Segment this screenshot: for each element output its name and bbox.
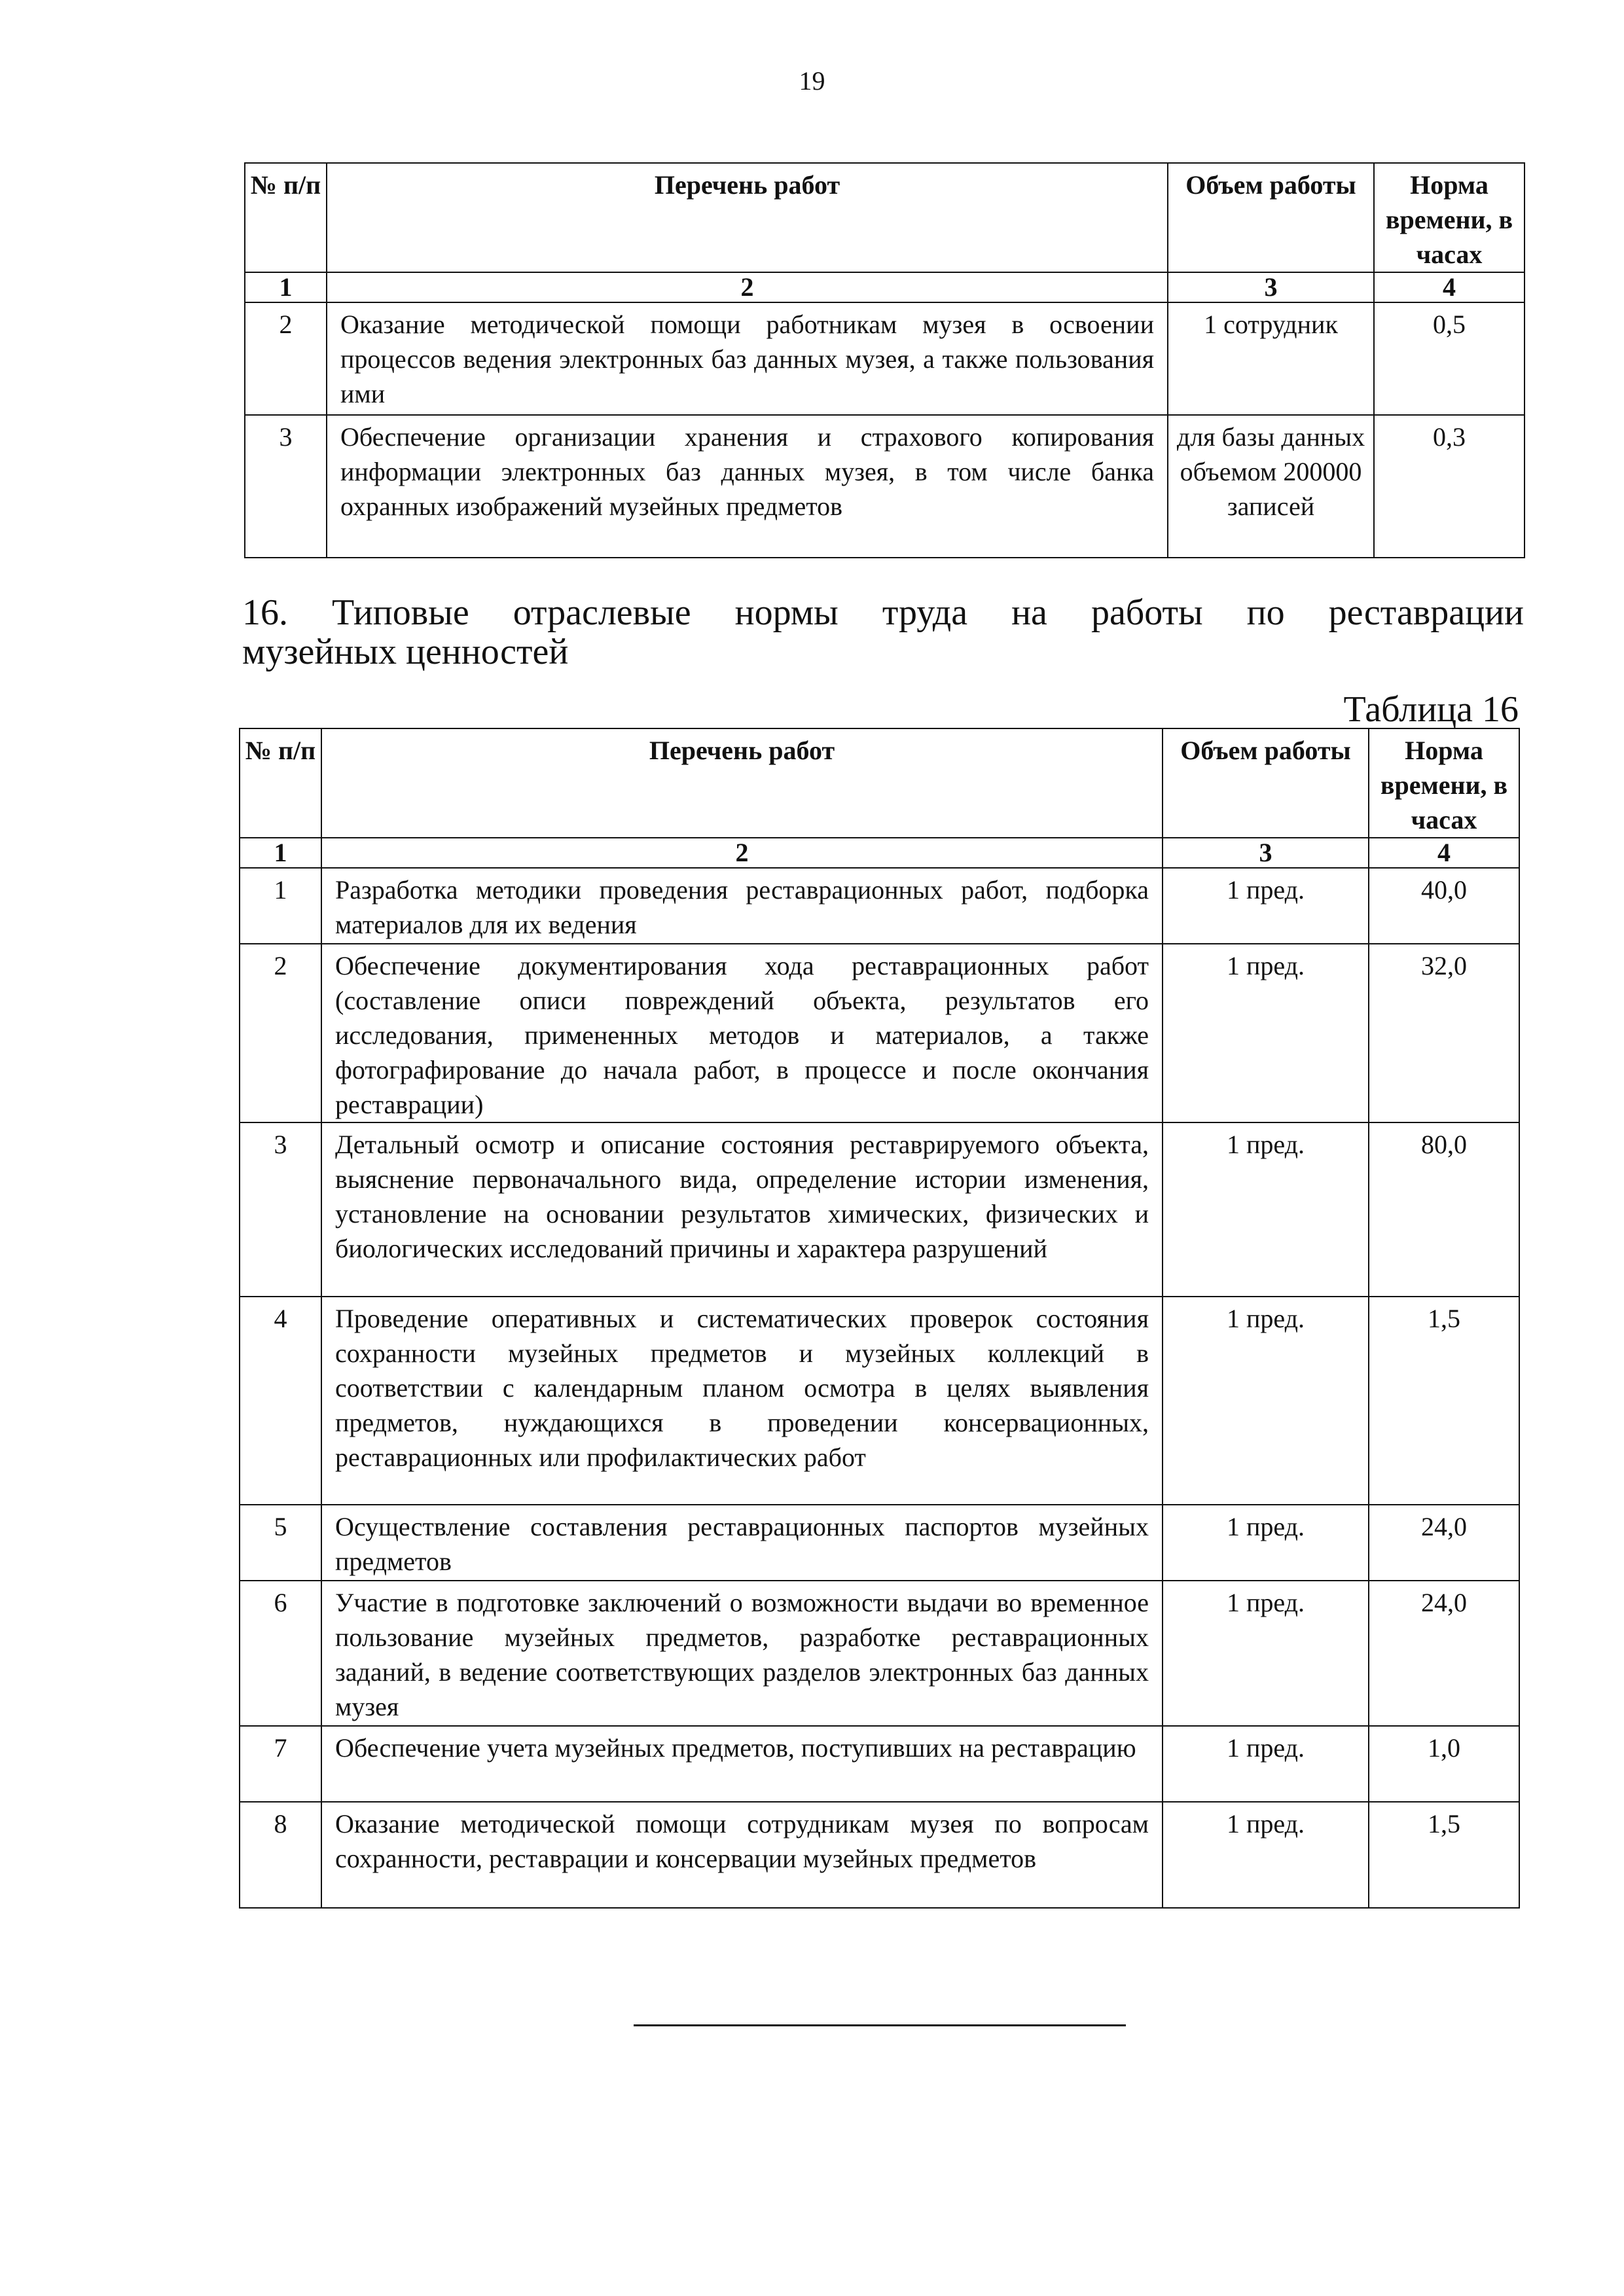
row-volume: 1 пред. (1163, 1726, 1369, 1802)
row-text: Обеспечение документирования хода реставрационных работ (составление описи повреждений объекта, результатов его исследования, примененных методов и материалов, а также фотографирование до начала работ, в процессе и после окончания реставрации) (321, 944, 1163, 1122)
row-text: Обеспечение учета музейных предметов, поступивших на реставрацию (321, 1726, 1163, 1802)
row-num: 3 (240, 1122, 321, 1297)
row-volume: 1 пред. (1163, 1122, 1369, 1297)
header-volume: Объем работы (1163, 728, 1369, 838)
row-norm: 1,5 (1369, 1802, 1519, 1908)
row-num: 3 (245, 415, 327, 558)
row-volume: 1 пред. (1163, 868, 1369, 944)
row-num: 6 (240, 1581, 321, 1726)
row-num: 5 (240, 1505, 321, 1581)
column-number: 4 (1374, 272, 1525, 302)
header-norm: Норма времени, в часах (1369, 728, 1519, 838)
header-norm: Норма времени, в часах (1374, 163, 1525, 272)
row-num: 8 (240, 1802, 321, 1908)
header-works: Перечень работ (321, 728, 1163, 838)
norms-table-15-continued (244, 162, 1525, 558)
row-num: 2 (245, 302, 327, 415)
column-number: 4 (1369, 838, 1519, 868)
header-works: Перечень работ (327, 163, 1168, 272)
row-text: Обеспечение организации хранения и страхового копирования информации электронных баз данных музея, в том числе банка охранных изображений музейных предметов (327, 415, 1168, 558)
header-num: № п/п (245, 163, 327, 272)
table-row (245, 302, 1525, 415)
row-text: Проведение оперативных и систематических проверок состояния сохранности музейных предметов и музейных коллекций в соответствии с календарным планом осмотра в целях выявления предметов, нуждающихся в проведении консервационных, реставрационных или профилактических работ (321, 1297, 1163, 1505)
table-row (240, 1505, 1519, 1581)
column-number: 3 (1168, 272, 1374, 302)
column-number-row (240, 838, 1519, 868)
row-norm: 24,0 (1369, 1581, 1519, 1726)
row-num: 2 (240, 944, 321, 1122)
row-volume: 1 пред. (1163, 1802, 1369, 1908)
table-header-row (240, 728, 1519, 838)
column-number: 2 (327, 272, 1168, 302)
section-16-heading-line1: 16. Типовые отраслевые нормы труда на работы по реставрации (242, 592, 1524, 633)
table-16-caption: Таблица 16 (1343, 689, 1519, 730)
row-norm: 80,0 (1369, 1122, 1519, 1297)
row-text: Детальный осмотр и описание состояния реставрируемого объекта, выяснение первоначального вида, определение истории изменения, установление на основании результатов химических, физических и биологических исследований причины и характера разрушений (321, 1122, 1163, 1297)
table-header-row (245, 163, 1525, 272)
row-volume: 1 пред. (1163, 1505, 1369, 1581)
row-norm: 0,3 (1374, 415, 1525, 558)
table-row (240, 1122, 1519, 1297)
row-text: Участие в подготовке заключений о возможности выдачи во временное пользование музейных предметов, разработке реставрационных заданий, в ведение соответствующих разделов электронных баз данных музея (321, 1581, 1163, 1726)
row-num: 7 (240, 1726, 321, 1802)
table-row (240, 868, 1519, 944)
row-num: 1 (240, 868, 321, 944)
row-num: 4 (240, 1297, 321, 1505)
column-number: 1 (245, 272, 327, 302)
row-volume: для базы данных объемом 200000 записей (1168, 415, 1374, 558)
section-16-heading-line2: музейных ценностей (242, 632, 569, 672)
row-norm: 1,5 (1369, 1297, 1519, 1505)
column-number: 1 (240, 838, 321, 868)
table-row (240, 1581, 1519, 1726)
row-volume: 1 сотрудник (1168, 302, 1374, 415)
row-norm: 1,0 (1369, 1726, 1519, 1802)
column-number: 3 (1163, 838, 1369, 868)
row-volume: 1 пред. (1163, 1581, 1369, 1726)
row-text: Оказание методической помощи работникам музея в освоении процессов ведения электронных баз данных музея, а также пользования ими (327, 302, 1168, 415)
row-text: Осуществление составления реставрационных паспортов музейных предметов (321, 1505, 1163, 1581)
row-text: Разработка методики проведения реставрационных работ, подборка материалов для их ведения (321, 868, 1163, 944)
column-number-row (245, 272, 1525, 302)
row-volume: 1 пред. (1163, 944, 1369, 1122)
header-volume: Объем работы (1168, 163, 1374, 272)
bottom-divider (634, 2024, 1126, 2026)
table-row (240, 1802, 1519, 1908)
table-row (240, 944, 1519, 1122)
table-row (240, 1297, 1519, 1505)
column-number: 2 (321, 838, 1163, 868)
row-norm: 40,0 (1369, 868, 1519, 944)
row-volume: 1 пред. (1163, 1297, 1369, 1505)
row-norm: 0,5 (1374, 302, 1525, 415)
row-norm: 24,0 (1369, 1505, 1519, 1581)
norms-table-16 (239, 728, 1520, 1909)
table-row (240, 1726, 1519, 1802)
row-text: Оказание методической помощи сотрудникам музея по вопросам сохранности, реставрации и консервации музейных предметов (321, 1802, 1163, 1908)
row-norm: 32,0 (1369, 944, 1519, 1122)
table-row (245, 415, 1525, 558)
header-num: № п/п (240, 728, 321, 838)
section-16-heading (242, 593, 1524, 672)
page-number: 19 (799, 66, 825, 96)
